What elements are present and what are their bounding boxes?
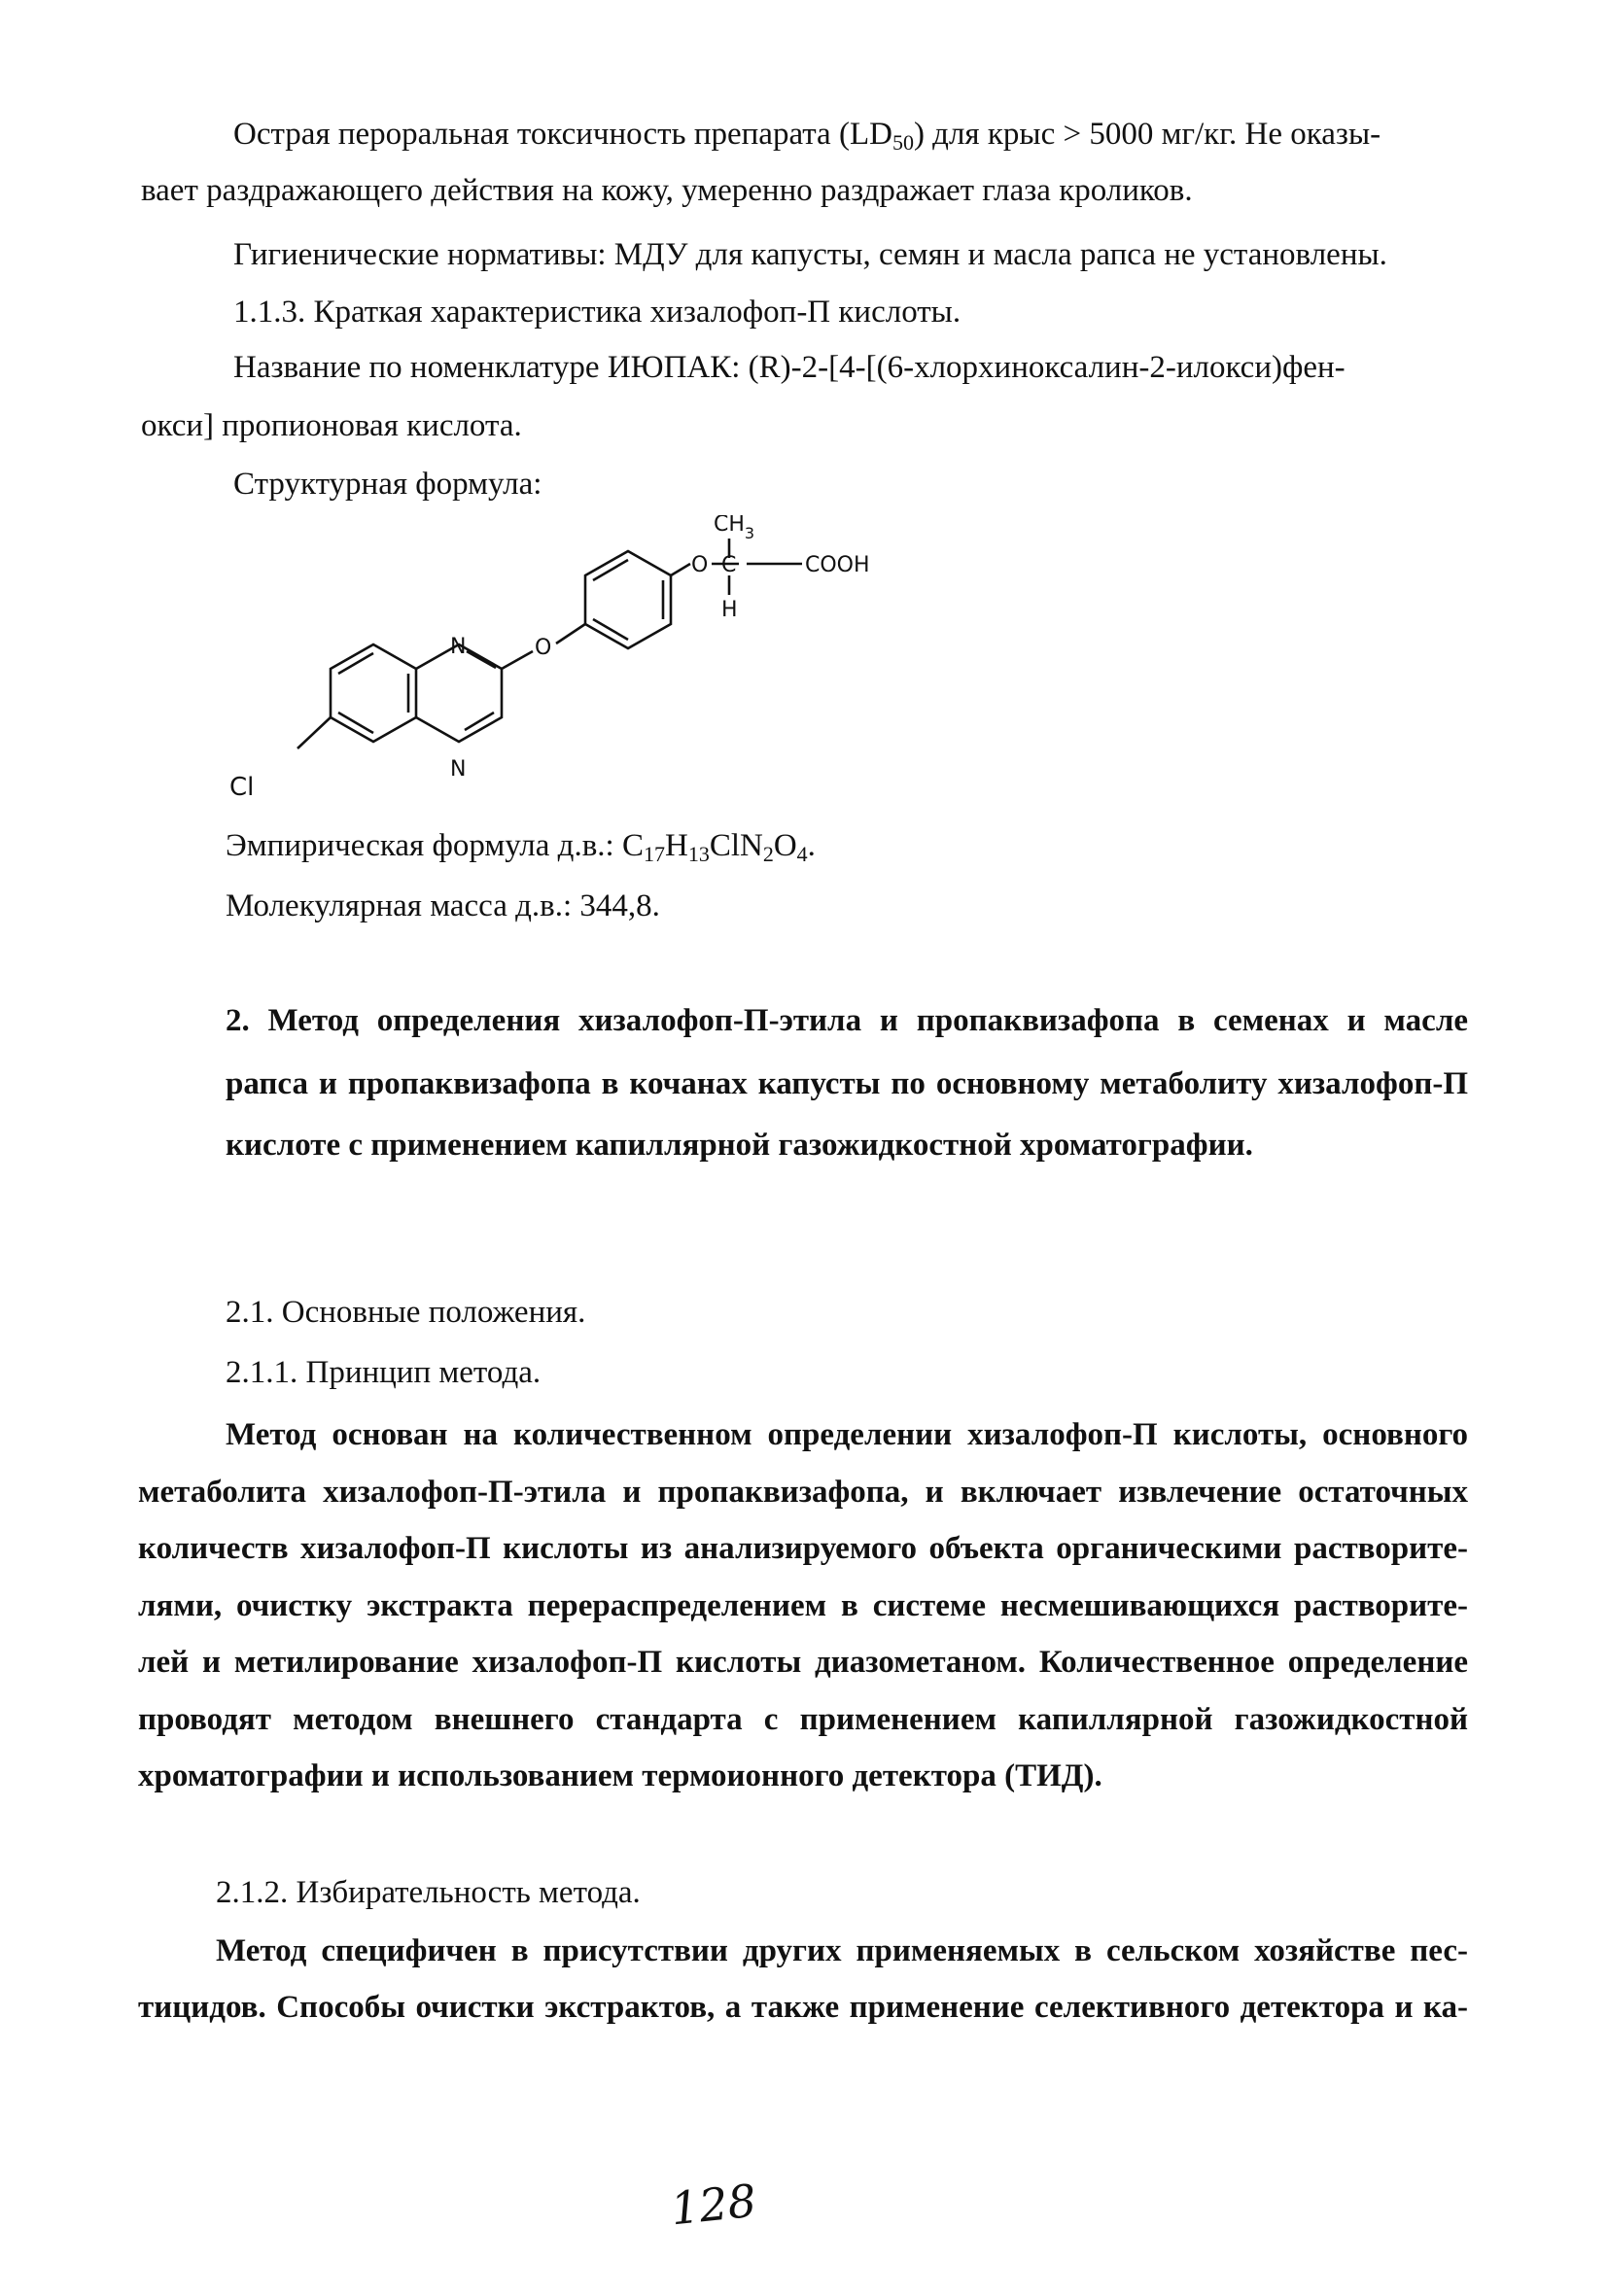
pyrazine-ring (416, 644, 502, 742)
formula-h: H (664, 828, 688, 863)
hydrogen-label: H (721, 598, 738, 622)
formula-o-count: 4 (796, 842, 808, 866)
principle-line-2: метаболита хизалофоп-П-этила и пропаквизафопа, и включает извлечение остаточных (138, 1475, 1468, 1510)
cooh-group: COOH (805, 553, 870, 577)
chlorine-label: Cl (229, 773, 255, 802)
iupac-name-line-1: Название по номенклатуре ИЮПАК: (R)-2-[4-[(6-хлорхиноксалин-2-илокси)фен- (233, 350, 1346, 385)
formula-c: C (621, 828, 644, 863)
principle-line-7: хроматографии и использованием термоионного детектора (ТИД). (138, 1758, 1102, 1793)
structural-formula (214, 515, 914, 817)
ch3-label: $CH_3$ (714, 515, 755, 542)
formula-cln: ClN (709, 828, 763, 863)
formula-period: . (807, 828, 816, 863)
phenyl-ring (585, 551, 671, 648)
section-2-1-2-heading: 2.1.2. Избирательность метода. (216, 1875, 641, 1910)
principle-line-4: лями, очистку экстракта перераспределением в системе несмешивающихся растворите- (138, 1588, 1468, 1623)
formula-o: O (773, 828, 797, 863)
formula-n-count: 2 (762, 842, 774, 866)
toxicity-line-1 (233, 115, 1381, 154)
principle-line-1: Метод основан на количественном определении хизалофоп-П кислоты, основного (226, 1417, 1468, 1452)
molecular-mass: Молекулярная масса д.в.: 344,8. (226, 888, 660, 923)
formula-c-count: 17 (643, 842, 665, 866)
section-2-1-1-heading: 2.1.1. Принцип метода. (226, 1355, 542, 1390)
nitrogen-bottom: N (450, 757, 467, 782)
benzo-ring (331, 644, 416, 742)
iupac-name-line-2: окси] пропионовая кислота. (141, 408, 522, 443)
ether-oxygen-left: O (535, 636, 552, 660)
principle-line-5: лей и метилирование хизалофоп-П кислоты диазометаном. Количественное определение (138, 1645, 1468, 1680)
toxicity-text-b: ) для крыс > 5000 мг/кг. Не оказы- (913, 117, 1381, 152)
formula-h-count: 13 (687, 842, 710, 866)
empirical-formula (226, 826, 816, 865)
selectivity-line-2: тицидов. Способы очистки экстрактов, а также применение селективного детектора и ка- (138, 1990, 1468, 2025)
section-2-1-heading: 2.1. Основные положения. (226, 1295, 586, 1330)
toxicity-line-2: вает раздражающего действия на кожу, умеренно раздражает глаза кроликов. (141, 173, 1193, 208)
section-2-title-line-1: 2. Метод определения хизалофоп-П-этила и пропаквизафопа в семенах и масле (226, 1003, 1468, 1038)
empirical-formula-label: Эмпирическая формула д.в.: (226, 828, 622, 863)
section-1-1-3-heading: 1.1.3. Краткая характеристика хизалофоп-П кислоты. (233, 295, 961, 330)
structural-formula-label: Структурная формула: (233, 467, 542, 502)
ld-subscript: 50 (891, 130, 914, 155)
toxicity-text-a: Острая пероральная токсичность препарата (LD (233, 117, 892, 152)
principle-line-6: проводят методом внешнего стандарта с применением капиллярной газожидкостной (138, 1702, 1468, 1737)
principle-line-3: количеств хизалофоп-П кислоты из анализируемого объекта органическими растворите- (138, 1531, 1468, 1566)
nitrogen-top: N (450, 635, 467, 659)
section-2-title-line-3: кислоте с применением капиллярной газожидкостной хроматографии. (226, 1128, 1253, 1163)
hygiene-norms: Гигиенические нормативы: МДУ для капусты, семян и масла рапса не установлены. (233, 237, 1387, 272)
section-2-title-line-2: рапса и пропаквизафопа в кочанах капусты по основному метаболиту хизалофоп-П (226, 1066, 1468, 1101)
chiral-carbon: C (721, 553, 737, 577)
page-number: 128 (668, 2174, 759, 2236)
selectivity-line-1: Метод специфичен в присутствии других применяемых в сельском хозяйстве пес- (216, 1933, 1468, 1968)
ether-oxygen-right: O (691, 553, 709, 577)
